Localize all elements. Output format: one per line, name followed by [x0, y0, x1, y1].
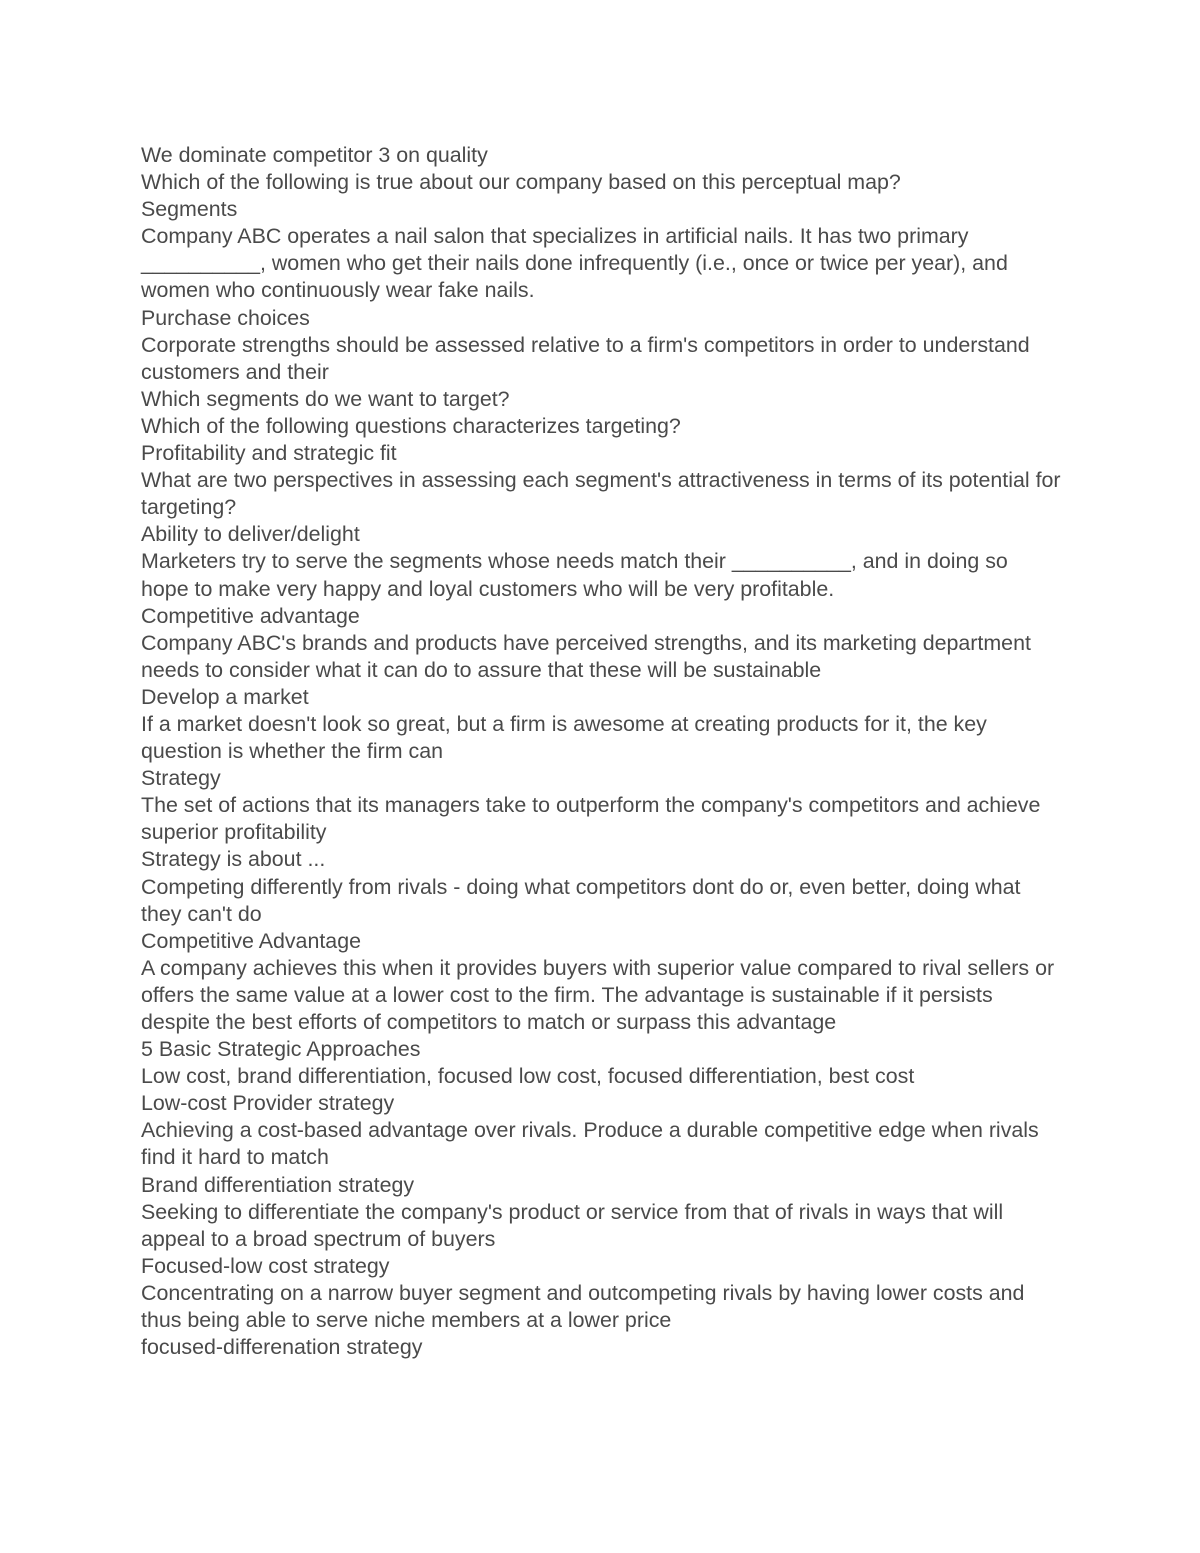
text-line: A company achieves this when it provides buyers with superior value compared to rival sellers or offers the same value at a lower cost to the firm. The advantage is sustainable if it persists despite the best efforts of competitors to match or surpass this advantage [141, 955, 1061, 1034]
text-line: If a market doesn't look so great, but a firm is awesome at creating products for it, the key question is whether the firm can [141, 711, 993, 764]
text-line: Ability to deliver/delight [141, 522, 360, 547]
text-line: Strategy [141, 766, 221, 791]
text-line: Strategy is about ... [141, 847, 326, 872]
text-line: Brand differentiation strategy [141, 1172, 415, 1197]
text-line: Low cost, brand differentiation, focused low cost, focused differentiation, best cost [141, 1064, 915, 1089]
text-line: Focused-low cost strategy [141, 1253, 390, 1278]
text-line: Which of the following is true about our company based on this perceptual map? [141, 170, 901, 195]
text-line: What are two perspectives in assessing each segment's attractiveness in terms of its potential for targeting? [141, 468, 1067, 520]
text-line: Company ABC operates a nail salon that specializes in artificial nails. It has two primary __________, women who get their nails done infrequently (i.e., once or twice per year), and women who continuously wear fake nails. [141, 224, 1014, 303]
text-line: Which of the following questions characterizes targeting? [141, 413, 681, 438]
text-line: focused-differenation strategy [141, 1335, 423, 1360]
text-line: Low-cost Provider strategy [141, 1091, 395, 1116]
text-line: Competitive Advantage [141, 928, 361, 953]
text-line: Marketers try to serve the segments whose needs match their __________, and in doing so hope to make very happy and loyal customers who will be very profitable. [141, 549, 1014, 601]
text-line: Purchase choices [141, 305, 310, 330]
text-line: Concentrating on a narrow buyer segment and outcompeting rivals by having lower costs and thus being able to serve niche members at a lower price [141, 1280, 1031, 1333]
text-line: Seeking to differentiate the company's product or service from that of rivals in ways that will appeal to a broad spectrum of buyers [141, 1199, 1010, 1251]
text-line: We dominate competitor 3 on quality [141, 143, 488, 167]
text-line: 5 Basic Strategic Approaches [141, 1037, 421, 1062]
text-line: Achieving a cost-based advantage over rivals. Produce a durable competitive edge when rivals find it hard to match [141, 1118, 1045, 1170]
text-line: Corporate strengths should be assessed relative to a firm's competitors in order to understand customers and their [141, 332, 1036, 384]
text-line: Competitive advantage [141, 603, 360, 628]
text-line: Profitability and strategic fit [141, 441, 397, 466]
text-line: Which segments do we want to target? [141, 386, 510, 411]
document-body [141, 142, 1067, 1361]
text-line: Segments [141, 197, 238, 222]
text-line: Develop a market [141, 684, 309, 709]
text-line: The set of actions that its managers take to outperform the company's competitors and achieve superior profitability [141, 793, 1047, 845]
text-line: Company ABC's brands and products have perceived strengths, and its marketing department needs to consider what it can do to assure that these will be sustainable [141, 630, 1037, 682]
text-line: Competing differently from rivals - doing what competitors dont do or, even better, doing what they can't do [141, 874, 1027, 926]
